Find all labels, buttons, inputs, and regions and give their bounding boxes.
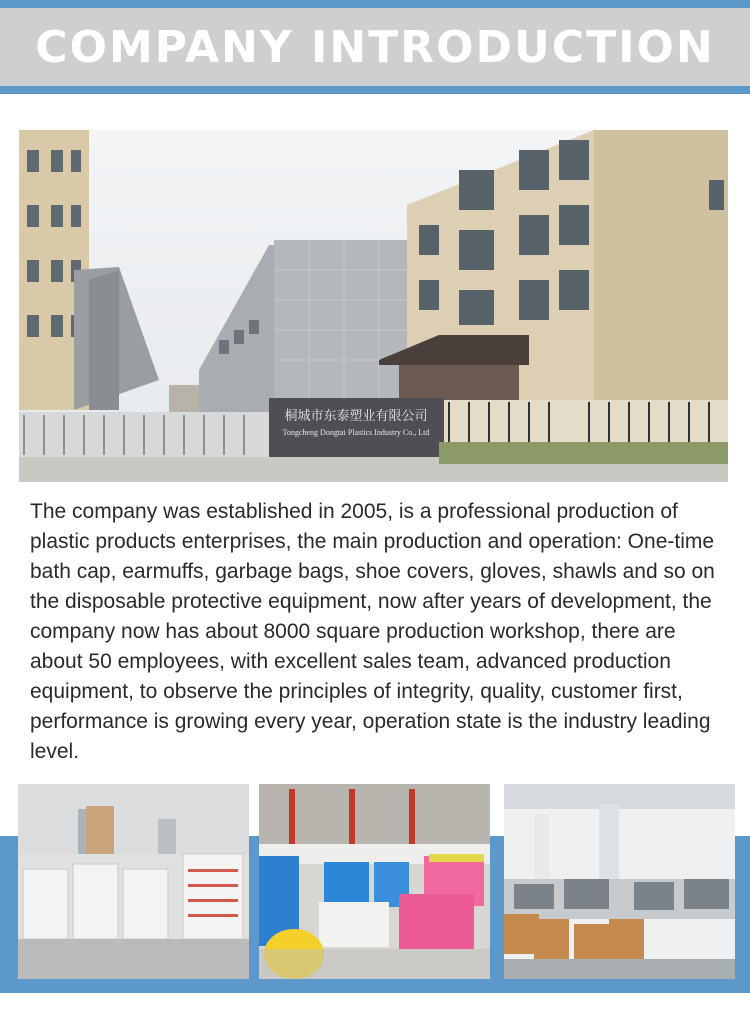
header-underline: [0, 86, 750, 94]
sign-en-text: Tongcheng Dongtai Plastics Industry Co., Ltd: [282, 428, 430, 437]
section-header: [0, 8, 750, 86]
production-line-photo: [504, 784, 735, 979]
bottom-white-strip: [0, 993, 750, 1015]
header-top-stripe: [0, 0, 750, 8]
sign-cn-text: 桐城市东泰塑业有限公司: [284, 409, 428, 424]
factory-exterior-photo: [19, 130, 728, 482]
company-description: The company was established in 2005, is a professional production of plastic products enterprises, the main production and operation: One-time bath cap, earmuffs, garbage bags, shoe covers, gloves, shawls and so on the disposable protective equipment, now after years of development, the company now has about 8000 square production workshop, there are about 50 employees, with excellent sales team, advanced production equipment, to observe the principles of integrity, quality, customer first, performance is growing every year, operation state is the industry leading level.: [30, 500, 715, 763]
page-title: COMPANY INTRODUCTION: [35, 21, 715, 73]
warehouse-sacks-photo: [18, 784, 249, 979]
colored-rolls-photo: [259, 784, 490, 979]
